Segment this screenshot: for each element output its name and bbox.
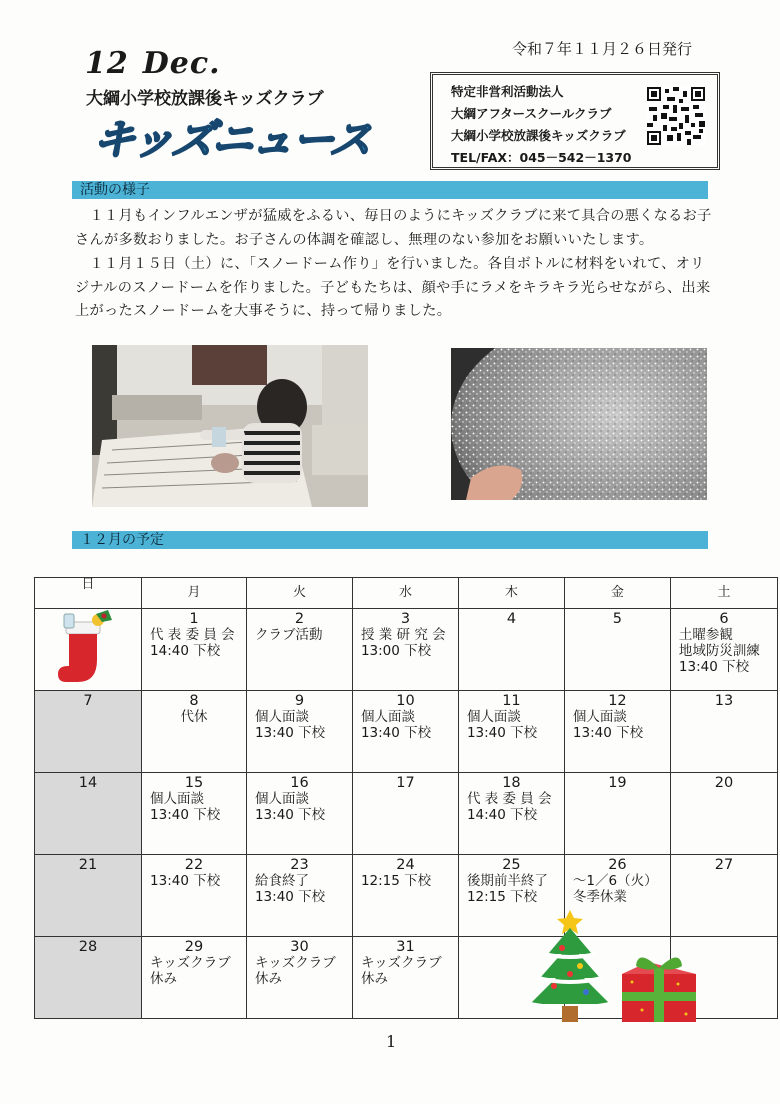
calendar-day-number: 18 (502, 775, 521, 791)
org-line-1: 特定非営利活動法人 (451, 84, 564, 99)
calendar-event: 13:40 下校 (254, 725, 326, 741)
calendar-event: 休み (360, 971, 388, 987)
calendar-day-number: 23 (290, 857, 309, 873)
qr-code-icon[interactable] (647, 87, 705, 145)
calendar-day-cell (246, 855, 352, 937)
calendar-event: 代 表 委 員 会 (150, 627, 235, 643)
activity-section-heading: 活動の様子 (72, 181, 708, 199)
organization-info-box (430, 72, 720, 170)
weekday-sat: 土 (670, 578, 777, 609)
calendar-day-cell (246, 937, 352, 1019)
calendar-event: 休み (150, 971, 178, 987)
calendar-event: 地域防災訓練 (678, 643, 760, 659)
calendar-event: キッズクラブ (360, 955, 442, 971)
calendar-day-cell (246, 609, 352, 691)
calendar-event: 代休 (180, 709, 208, 725)
calendar-day-cell (352, 773, 458, 855)
calendar-day-number: 20 (714, 775, 734, 791)
calendar-day-cell (458, 773, 564, 855)
calendar-day-cell (564, 773, 670, 855)
calendar-day-number: 31 (396, 939, 415, 955)
club-name: 大綱小学校放課後キッズクラブ (86, 89, 324, 109)
calendar-event: キッズクラブ (150, 955, 231, 971)
calendar-event: 個人面談 (572, 709, 627, 725)
calendar-event: 個人面談 (466, 709, 521, 725)
newsletter-title: キッズニュース (89, 115, 374, 164)
calendar-day-number: 16 (290, 775, 309, 791)
christmas-stocking-icon (56, 608, 120, 688)
calendar-day-number: 30 (290, 939, 309, 955)
activity-paragraph-1: １１月もインフルエンザが猛威をふるい、毎日のようにキッズクラブに来て具合の悪くなるお子さんが多数おりました。お子さんの体調を確認し、無理のない参加をお願いいたします。 (75, 208, 712, 248)
calendar-day-number: 27 (714, 857, 734, 873)
org-line-2: 大綱アフタースクールクラブ (451, 106, 612, 121)
weekday-fri: 金 (564, 578, 670, 609)
calendar-day-cell (35, 691, 142, 773)
calendar-day-cell (142, 937, 247, 1019)
org-line-3: 大綱小学校放課後キッズクラブ (451, 128, 626, 143)
calendar-day-cell (35, 937, 142, 1019)
calendar-event: 13:40 下校 (150, 873, 221, 889)
month-number: 12 (85, 46, 129, 81)
calendar-day-cell (564, 609, 670, 691)
calendar-day-number: 19 (608, 775, 627, 791)
calendar-day-cell (35, 773, 142, 855)
calendar-day-cell (246, 773, 352, 855)
newsletter-title-banner (89, 110, 413, 170)
calendar-day-cell (458, 609, 564, 691)
calendar-day-number: 28 (78, 939, 98, 955)
calendar-event: 13:40 下校 (678, 659, 750, 675)
snow-dome-activity-photo (92, 345, 368, 507)
weekday-sun: 日 (35, 578, 142, 609)
calendar-event: 12:15 下校 (360, 873, 432, 889)
calendar-day-number: 26 (608, 857, 627, 873)
calendar-week-row (35, 773, 778, 855)
calendar-day-cell (35, 855, 142, 937)
calendar-day-number: 21 (78, 857, 98, 873)
calendar-event: 休み (254, 971, 282, 987)
calendar-day-number: 9 (294, 693, 305, 709)
calendar-day-number: 14 (78, 775, 98, 791)
calendar-day-cell (246, 691, 352, 773)
calendar-day-cell (352, 609, 458, 691)
calendar-day-cell (142, 855, 247, 937)
calendar-day-number: 7 (83, 693, 93, 709)
weekday-thu: 木 (458, 578, 564, 609)
calendar-event: 13:40 下校 (150, 807, 221, 823)
glitter-snow-dome-photo (451, 348, 707, 500)
calendar-day-number: 15 (184, 775, 204, 791)
calendar-day-number: 6 (719, 611, 729, 627)
calendar-event: 14:40 下校 (466, 807, 538, 823)
calendar-day-cell (142, 773, 247, 855)
christmas-tree-icon (524, 908, 616, 1026)
calendar-day-number: 13 (714, 693, 734, 709)
calendar-day-cell (670, 609, 777, 691)
calendar-event: 後期前半終了 (466, 873, 548, 889)
calendar-event: 13:40 下校 (572, 725, 644, 741)
calendar-day-cell (564, 691, 670, 773)
calendar-day-cell (670, 691, 777, 773)
org-phone: TEL/FAX：045－542－1370 (451, 150, 632, 165)
calendar-event: ～1／6（火） (572, 873, 658, 889)
calendar-day-number: 24 (396, 857, 415, 873)
calendar-event: キッズクラブ (254, 955, 336, 971)
calendar-day-number: 2 (294, 611, 305, 627)
calendar-day-number: 8 (189, 693, 199, 709)
calendar-event: 13:40 下校 (254, 807, 326, 823)
calendar-event: 個人面談 (150, 791, 205, 807)
calendar-event: 土曜参観 (678, 627, 733, 643)
calendar-day-number: 17 (396, 775, 415, 791)
calendar-event: 代 表 委 員 会 (466, 791, 552, 807)
calendar-event: 冬季休業 (572, 889, 627, 905)
calendar-day-number: 11 (502, 693, 521, 709)
calendar-day-cell (458, 691, 564, 773)
calendar-day-cell (142, 609, 247, 691)
calendar-week-row (35, 609, 778, 691)
calendar-day-cell (670, 855, 777, 937)
calendar-day-number: 22 (184, 857, 204, 873)
weekday-tue: 火 (246, 578, 352, 609)
gift-box-icon (618, 944, 700, 1026)
calendar-day-number: 10 (396, 693, 415, 709)
calendar-day-cell (142, 691, 247, 773)
month-english: Dec. (142, 46, 221, 81)
page-number: 1 (386, 1032, 397, 1051)
calendar-day-number: 25 (502, 857, 521, 873)
calendar-day-number: 4 (506, 611, 517, 627)
calendar-event: 13:40 下校 (360, 725, 432, 741)
calendar-day-number: 29 (184, 939, 204, 955)
calendar-day-cell (670, 773, 777, 855)
weekday-mon: 月 (142, 578, 247, 609)
calendar-event: クラブ活動 (254, 627, 323, 643)
calendar-event: 13:00 下校 (360, 643, 432, 659)
calendar-day-cell (352, 691, 458, 773)
calendar-day-cell (352, 855, 458, 937)
weekday-header-row (35, 578, 778, 609)
calendar-event: 個人面談 (254, 791, 309, 807)
calendar-day-number: 3 (400, 611, 411, 627)
calendar-event: 12:15 下校 (466, 889, 538, 905)
calendar-event: 個人面談 (360, 709, 415, 725)
calendar-day-number: 5 (612, 611, 623, 627)
calendar-week-row (35, 855, 778, 937)
month-heading (85, 46, 221, 81)
calendar-event: 13:40 下校 (254, 889, 326, 905)
calendar-event: 給食終了 (254, 873, 309, 889)
calendar-event: 14:40 下校 (150, 643, 221, 659)
issue-date: 令和７年１１月２６日発行 (512, 40, 693, 58)
calendar-week-row (35, 691, 778, 773)
schedule-section-heading: １２月の予定 (72, 531, 708, 549)
calendar-day-cell (352, 937, 458, 1019)
calendar-event: 13:40 下校 (466, 725, 538, 741)
calendar-event: 授 業 研 究 会 (360, 627, 446, 643)
weekday-wed: 水 (352, 578, 458, 609)
activity-paragraph-2: １１月１５日（土）に、「スノードーム作り」を行いました。各自ボトルに材料をいれて、オリジナルのスノードームを作りました。子どもたちは、顔や手にラメをキラキラ光らせながら、出来上がったスノードームを大事そうに、持って帰りました。 (75, 256, 711, 319)
calendar-day-number: 12 (608, 693, 627, 709)
calendar-event: 個人面談 (254, 709, 309, 725)
calendar-day-number: 1 (189, 611, 199, 627)
